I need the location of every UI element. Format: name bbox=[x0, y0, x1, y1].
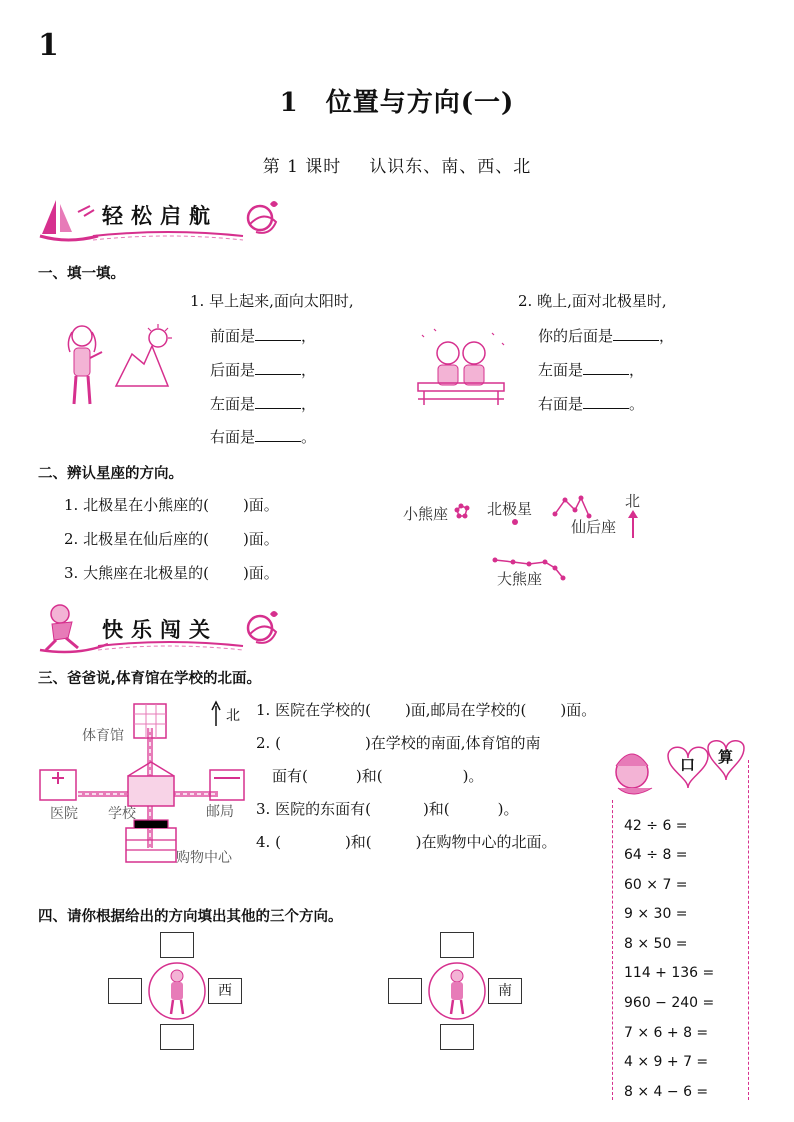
s2-item-2-a: 2. 北极星在仙后座的( bbox=[64, 530, 209, 548]
q2-right-blank[interactable] bbox=[583, 395, 629, 409]
page-title: 1 位置与方向(一) bbox=[279, 88, 515, 118]
compass-1-right-box: 西 bbox=[208, 978, 242, 1004]
q1-back-blank[interactable] bbox=[255, 361, 301, 375]
s3-q4-c: )在购物中心的北面。 bbox=[415, 833, 557, 851]
section-2-heading: 二、辨认星座的方向。 bbox=[38, 466, 183, 482]
mental-item-3: 60 × 7 = bbox=[624, 877, 688, 893]
label-big-bear: 大熊座 bbox=[497, 570, 543, 588]
q1-left-end: ， bbox=[301, 395, 317, 413]
s3-q2-line2 bbox=[272, 769, 483, 784]
q2-left-end: ， bbox=[629, 361, 645, 379]
q1-right-blank[interactable] bbox=[255, 428, 301, 442]
s2-item-3-a: 3. 大熊座在北极星的( bbox=[64, 564, 209, 582]
q1-line-front-label: 前面是 bbox=[210, 327, 256, 345]
map-label-mall: 购物中心 bbox=[176, 850, 232, 866]
section-3-heading: 三、爸爸说,体育馆在学校的北面。 bbox=[38, 671, 262, 687]
label-north-1: 北 bbox=[625, 492, 641, 510]
label-cassiopeia: 仙后座 bbox=[571, 518, 617, 536]
q1-line-back bbox=[210, 361, 316, 378]
map-label-post: 邮局 bbox=[206, 804, 234, 820]
section-4-heading: 四、请你根据给出的方向填出其他的三个方向。 bbox=[38, 909, 343, 925]
map-north-arrow bbox=[208, 700, 248, 728]
s3-q4-b: )和( bbox=[344, 833, 372, 851]
compass-2-right-box: 南 bbox=[488, 978, 522, 1004]
s3-q2-e: )。 bbox=[462, 767, 484, 785]
s3-q2-b: )在学校的南面,体育馆的南 bbox=[364, 734, 541, 752]
q2-left-blank[interactable] bbox=[583, 361, 629, 375]
s2-item-1-a: 1. 北极星在小熊座的( bbox=[64, 496, 209, 514]
compass-1-girl-icon bbox=[146, 960, 208, 1022]
mental-item-10: 8 × 4 − 6 = bbox=[624, 1084, 709, 1100]
compass-2-bottom-box[interactable] bbox=[440, 1024, 474, 1050]
mental-panel-right-border bbox=[748, 760, 749, 1100]
map-label-north: 北 bbox=[226, 708, 240, 724]
mental-item-7: 960 − 240 = bbox=[624, 995, 715, 1011]
q2-line-back bbox=[538, 327, 674, 344]
s3-q3-a: 3. 医院的东面有( bbox=[256, 800, 371, 818]
mental-item-1: 42 ÷ 6 = bbox=[624, 818, 688, 834]
s2-item-3 bbox=[64, 566, 279, 581]
s3-q3 bbox=[256, 802, 519, 817]
mental-item-6: 114 + 136 = bbox=[624, 965, 715, 981]
banner-kuaile-label: 快乐闯关 bbox=[102, 618, 218, 642]
compass-2 bbox=[388, 932, 528, 1054]
s3-q2-a: 2. ( bbox=[256, 734, 281, 752]
q2-line-right bbox=[538, 395, 644, 412]
q1-intro: 1. 早上起来,面向太阳时, bbox=[190, 292, 354, 310]
mental-math-header bbox=[604, 736, 754, 804]
label-little-bear: 小熊座 bbox=[403, 505, 449, 523]
s3-q4 bbox=[256, 835, 557, 850]
constellation-diagram bbox=[395, 486, 655, 591]
q1-left-blank[interactable] bbox=[255, 395, 301, 409]
mental-item-4: 9 × 30 = bbox=[624, 906, 688, 922]
s2-item-2-b: )面。 bbox=[242, 530, 279, 548]
s3-q2-c: 面有( bbox=[272, 767, 308, 785]
compass-2-girl-icon bbox=[426, 960, 488, 1022]
compass-1 bbox=[108, 932, 248, 1054]
compass-1-bottom-box[interactable] bbox=[160, 1024, 194, 1050]
page-number: 1 bbox=[38, 28, 59, 63]
q1-line-left bbox=[210, 395, 316, 412]
s3-q4-a: 4. ( bbox=[256, 833, 281, 851]
compass-2-left-box[interactable] bbox=[388, 978, 422, 1004]
mental-title-a: 口 bbox=[680, 756, 696, 774]
s3-q2-line1 bbox=[256, 736, 541, 751]
banner-qingsong-label: 轻松启航 bbox=[102, 204, 218, 228]
mental-item-2: 64 ÷ 8 = bbox=[624, 847, 688, 863]
s2-item-1 bbox=[64, 498, 279, 513]
q1-right-end: 。 bbox=[301, 428, 317, 446]
q2-line-left-label: 左面是 bbox=[538, 361, 584, 379]
s3-q1-b: )面,邮局在学校的( bbox=[404, 701, 527, 719]
q1-line-right-label: 右面是 bbox=[210, 428, 256, 446]
q1-back-end: ， bbox=[301, 361, 317, 379]
lesson-number: 第 1 课时 bbox=[262, 157, 342, 177]
q2-line-left bbox=[538, 361, 644, 378]
s3-q1-a: 1. 医院在学校的( bbox=[256, 701, 371, 719]
s3-q1-c: )面。 bbox=[560, 701, 597, 719]
s3-q3-c: )。 bbox=[497, 800, 519, 818]
q2-back-end: ， bbox=[659, 327, 675, 345]
s3-q2-d: )和( bbox=[355, 767, 383, 785]
q1-line-right bbox=[210, 428, 316, 445]
map-label-gym: 体育馆 bbox=[82, 728, 124, 744]
q1-front-blank[interactable] bbox=[255, 327, 301, 341]
compass-1-left-box[interactable] bbox=[108, 978, 142, 1004]
s3-q1 bbox=[256, 703, 596, 718]
mental-item-5: 8 × 50 = bbox=[624, 936, 688, 952]
banner-qingsong bbox=[38, 194, 288, 246]
mental-panel-left-border bbox=[612, 800, 613, 1100]
q1-line-left-label: 左面是 bbox=[210, 395, 256, 413]
mental-item-9: 4 × 9 + 7 = bbox=[624, 1054, 709, 1070]
section-1-heading: 一、填一填。 bbox=[38, 266, 125, 282]
lesson-topic: 认识东、南、西、北 bbox=[369, 157, 532, 177]
q1-line-back-label: 后面是 bbox=[210, 361, 256, 379]
q2-right-end: 。 bbox=[629, 395, 645, 413]
q2-line-back-label: 你的后面是 bbox=[538, 327, 614, 345]
map-label-hospital: 医院 bbox=[50, 806, 78, 822]
q2-intro: 2. 晚上,面对北极星时, bbox=[518, 292, 667, 310]
mental-title-b: 算 bbox=[718, 748, 734, 766]
q1-line-front bbox=[210, 327, 316, 344]
s2-item-2 bbox=[64, 532, 279, 547]
q1-front-end: ， bbox=[301, 327, 317, 345]
s2-item-1-b: )面。 bbox=[242, 496, 279, 514]
lesson-subtitle bbox=[0, 152, 794, 177]
q2-back-blank[interactable] bbox=[613, 327, 659, 341]
q2-line-right-label: 右面是 bbox=[538, 395, 584, 413]
label-polaris: 北极星 bbox=[487, 500, 533, 518]
map-label-school: 学校 bbox=[108, 806, 136, 822]
compass-1-top-box[interactable] bbox=[160, 932, 194, 958]
s3-q3-b: )和( bbox=[422, 800, 450, 818]
compass-2-top-box[interactable] bbox=[440, 932, 474, 958]
s2-item-3-b: )面。 bbox=[242, 564, 279, 582]
kids-night-sky-illustration bbox=[414, 325, 509, 410]
banner-kuaile bbox=[38, 600, 288, 656]
mental-item-8: 7 × 6 + 8 = bbox=[624, 1025, 709, 1041]
girl-facing-sun-illustration bbox=[60, 318, 180, 413]
